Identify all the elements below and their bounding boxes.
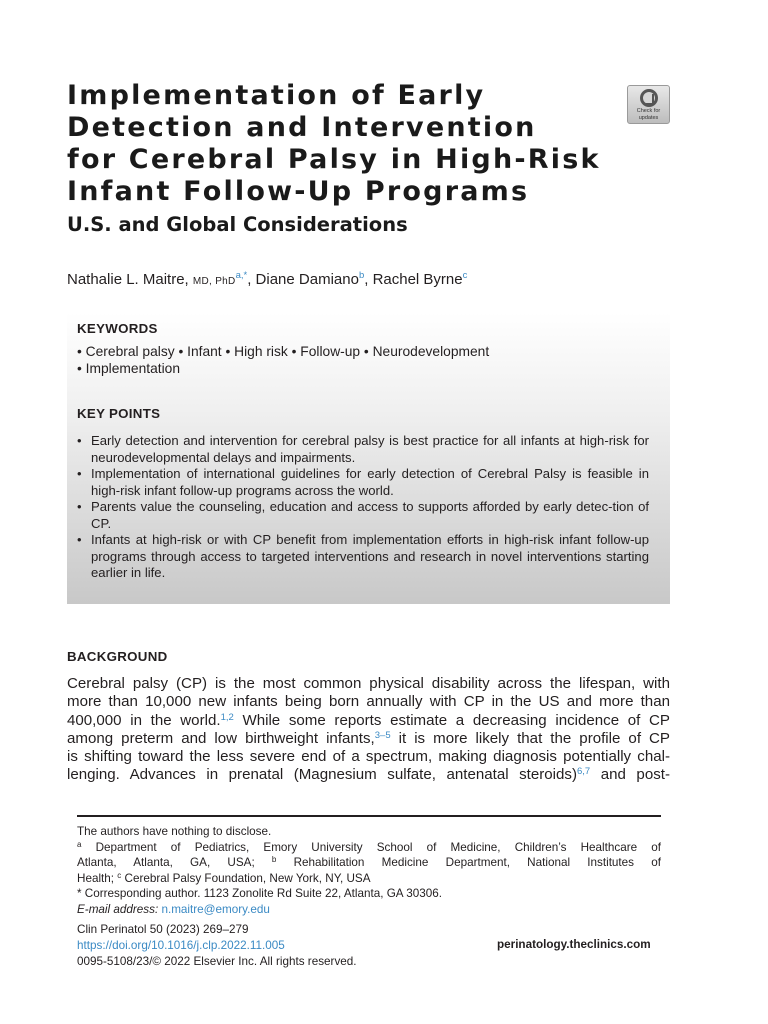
author-list (67, 270, 467, 292)
keywords-list (77, 343, 489, 377)
author-2[interactable]: , Diane Damiano (247, 271, 359, 288)
author-1[interactable]: Nathalie L. Maitre, (67, 271, 189, 288)
key-point-item: • Implementation of international guidelines for early detection of Cerebral Palsy is feasible in high-risk infant follow-up programs across the world. (77, 466, 649, 499)
journal-website[interactable]: perinatology.theclinics.com (497, 938, 651, 951)
affiliation-text: Rehabilitation Medicine Department, National Institutes of (276, 856, 661, 870)
title-line: Detection and Intervention (67, 112, 537, 143)
body-line (67, 730, 670, 748)
email-label: E-mail address: (77, 902, 159, 916)
corresponding-author: * Corresponding author. 1123 Zonolite Rd Suite 22, Atlanta, GA 30306. (77, 887, 442, 901)
body-text-span: lenging. Advances in prenatal (Magnesium sulfate, antenatal steroids) (67, 766, 577, 784)
body-line: Cerebral palsy (CP) is the most common physical disability across the lifespan, with (67, 675, 670, 692)
body-text-span: While some reports estimate a decreasing incidence of CP (233, 711, 670, 729)
article-subtitle: U.S. and Global Considerations (67, 213, 408, 236)
body-text-span: and post- (590, 766, 670, 784)
keywords-line: • Cerebral palsy • Infant • High risk • Follow-up • Neurodevelopment (77, 344, 490, 359)
disclosure-note: The authors have nothing to disclose. (77, 825, 272, 838)
author-1-degrees: MD, PhD (192, 276, 236, 287)
key-point-item: • Infants at high-risk or with CP benefit from implementation efforts in high-risk infant follow-up programs through access to targeted interventions and research in novel interventions starting earlier in life. (77, 532, 649, 582)
key-points-heading: KEY POINTS (77, 406, 161, 421)
title-line: Implementation of Early (67, 80, 486, 111)
background-heading: BACKGROUND (67, 649, 168, 664)
article-title (67, 80, 627, 208)
affiliation-text: Cerebral Palsy Foundation, New York, NY, USA (121, 871, 371, 885)
citation-ref[interactable]: 3–5 (374, 729, 391, 741)
title-line: for Cerebral Palsy in High-Risk (67, 144, 601, 175)
key-point-item: • Parents value the counseling, education and access to supports afforded by early detec-tion of CP. (77, 499, 649, 532)
check-for-updates-badge[interactable] (627, 85, 670, 124)
body-line: is shifting toward the less severe end of a spectrum, making diagnosis potentially chal- (67, 748, 670, 766)
affiliation-line (77, 840, 661, 856)
body-line (67, 766, 670, 784)
badge-label-2: updates (638, 115, 659, 121)
key-points-list (77, 433, 649, 582)
badge-label-1: Check for (636, 108, 661, 114)
journal-reference: Clin Perinatol 50 (2023) 269–279 (77, 923, 249, 936)
background-paragraph (67, 675, 670, 785)
author-3-affiliation-ref[interactable]: c (462, 270, 468, 281)
affiliation-marker: b (271, 855, 277, 865)
citation-ref[interactable]: 1,2 (220, 711, 234, 723)
author-3[interactable]: , Rachel Byrne (364, 271, 463, 288)
body-line (67, 712, 670, 730)
copyright-line: 0095-5108/23/© 2022 Elsevier Inc. All rights reserved. (77, 955, 357, 968)
key-point-item: • Early detection and intervention for cerebral palsy is best practice for all infants at high-risk for neurodevelopmental delays and impairments. (77, 433, 649, 466)
body-text-span: among preterm and low birthweight infants, (67, 729, 375, 747)
author-1-affiliation-ref[interactable]: a,* (235, 270, 248, 281)
check-for-updates-icon (640, 89, 658, 107)
citation-block (77, 922, 357, 970)
keywords-line: • Implementation (77, 361, 180, 376)
affiliation-text: Atlanta, Atlanta, GA, USA; (77, 856, 272, 870)
affiliation-line (77, 855, 661, 871)
affiliation-text: Department of Pediatrics, Emory University School of Medicine, Children’s Healthcare of (81, 840, 661, 854)
title-line: Infant Follow-Up Programs (67, 176, 530, 207)
email-line (77, 902, 661, 918)
footnotes (77, 824, 661, 918)
body-text-span: 400,000 in the world. (67, 711, 221, 729)
body-line: more than 10,000 new infants being born annually with CP in the US and more than (67, 693, 670, 711)
doi-link[interactable]: https://doi.org/10.1016/j.clp.2022.11.005 (77, 939, 285, 952)
affiliation-marker: c (117, 870, 122, 880)
author-2-affiliation-ref[interactable]: b (358, 270, 365, 281)
affiliation-text: Health; (77, 871, 118, 885)
affiliation-marker: a (77, 839, 82, 849)
email-link[interactable]: n.maitre@emory.edu (161, 902, 270, 916)
body-text-span: it is more likely that the profile of CP (390, 729, 671, 747)
citation-ref[interactable]: 6,7 (576, 766, 591, 778)
affiliation-line (77, 871, 661, 887)
keywords-heading: KEYWORDS (77, 321, 158, 336)
footnote-divider (77, 815, 661, 817)
